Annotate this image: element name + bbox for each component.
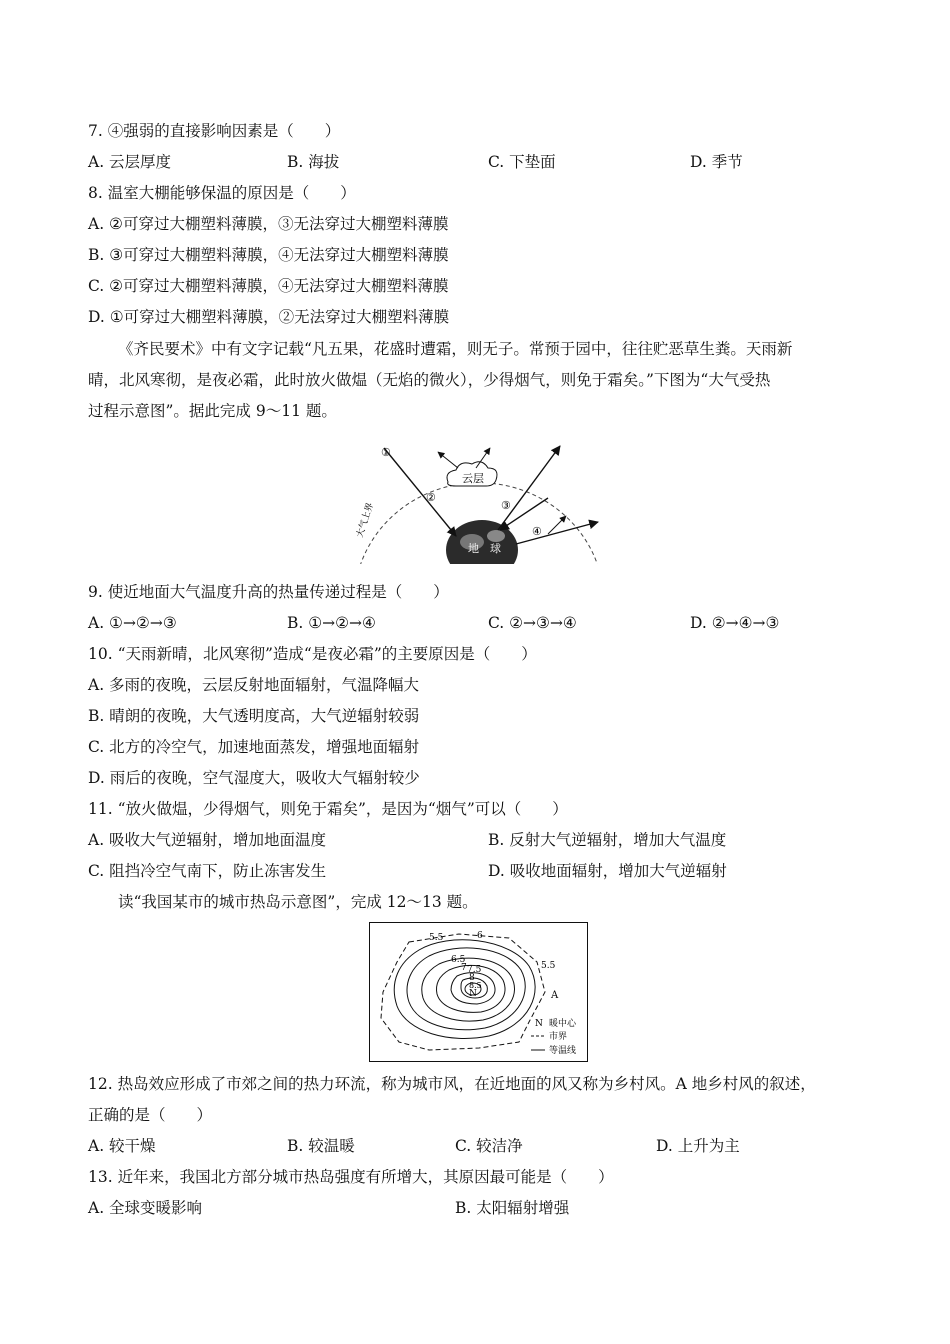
isotherm-label-7-5: 7.5 <box>467 965 482 975</box>
q7-option-c: C. 下垫面 <box>488 153 556 171</box>
passage2-line: 读“我国某市的城市热岛示意图”，完成 12～13 题。 <box>118 893 478 911</box>
passage1-line-2: 晴，北风寒彻，是夜必霜，此时放火做煴（无焰的微火），少得烟气，则免于霜矣。”下图为“大气受热 <box>88 371 771 389</box>
q12-option-a: A. 较干燥 <box>88 1137 156 1155</box>
legend-isotherm: 等温线 <box>549 1046 577 1056</box>
q11-option-a: A. 吸收大气逆辐射，增加地面温度 <box>88 831 327 849</box>
label-atmosphere: 大气上界 <box>355 501 376 539</box>
q9-option-b: B. ①→②→④ <box>287 614 376 632</box>
heat-island-figure <box>369 922 589 1066</box>
label-n2: ② <box>426 491 436 504</box>
q8-option-d: D. ①可穿过大棚塑料薄膜，②无法穿过大棚塑料薄膜 <box>88 308 450 326</box>
point-a-label: A <box>551 990 559 1001</box>
q7-option-d: D. 季节 <box>690 153 743 171</box>
label-n4: ④ <box>532 525 542 538</box>
isotherm-label-8-5: 8.5 <box>469 981 482 990</box>
q7-option-b: B. 海拔 <box>287 153 340 171</box>
q9-stem: 9. 使近地面大气温度升高的热量传递过程是（ ） <box>88 583 449 601</box>
q13-option-a: A. 全球变暖影响 <box>88 1199 203 1217</box>
q8-option-a: A. ②可穿过大棚塑料薄膜，③无法穿过大棚塑料薄膜 <box>88 215 449 233</box>
isotherm-label-8: 8 <box>469 973 475 983</box>
q8-stem: 8. 温室大棚能够保温的原因是（ ） <box>88 184 356 202</box>
label-n1: ① <box>381 446 391 459</box>
q12-stem-line-2: 正确的是（ ） <box>88 1106 213 1124</box>
q9-option-a: A. ①→②→③ <box>88 614 177 632</box>
isotherm-label-7: 7 <box>461 963 467 973</box>
arrow-ground-radiation <box>498 446 560 530</box>
heat-island-svg <box>369 922 589 1062</box>
atmosphere-heating-figure <box>348 438 608 572</box>
q9-option-d: D. ②→④→③ <box>690 614 780 632</box>
q11-option-b: B. 反射大气逆辐射，增加大气温度 <box>488 831 727 849</box>
q12-option-d: D. 上升为主 <box>656 1137 740 1155</box>
q10-option-c: C. 北方的冷空气，加速地面蒸发，增强地面辐射 <box>88 738 420 756</box>
q10-option-d: D. 雨后的夜晚，空气湿度大，吸收大气辐射较少 <box>88 769 420 787</box>
isotherm-label-5-5: 5.5 <box>429 933 444 943</box>
label-earth: 地 球 <box>468 542 501 555</box>
arrow-solar-radiation <box>384 448 456 536</box>
q11-option-d: D. 吸收地面辐射，增加大气逆辐射 <box>488 862 727 880</box>
q7-stem: 7. ④强弱的直接影响因素是（ ） <box>88 122 341 140</box>
q7-option-a: A. 云层厚度 <box>88 153 172 171</box>
legend-city-boundary: 市界 <box>549 1032 568 1042</box>
isotherm-label-5-5-east: 5.5 <box>541 961 556 971</box>
q13-option-b: B. 太阳辐射增强 <box>455 1199 570 1217</box>
atmosphere-heating-svg <box>348 438 608 568</box>
label-cloud: 云层 <box>462 472 484 485</box>
legend-n-symbol: N <box>535 1019 543 1029</box>
q13-stem: 13. 近年来，我国北方部分城市热岛强度有所增大，其原因最可能是（ ） <box>88 1168 614 1186</box>
q10-option-b: B. 晴朗的夜晚，大气透明度高，大气逆辐射较弱 <box>88 707 420 725</box>
q12-option-c: C. 较洁净 <box>455 1137 523 1155</box>
q11-option-c: C. 阻挡冷空气南下，防止冻害发生 <box>88 862 327 880</box>
label-n3: ③ <box>501 499 511 512</box>
legend-warm-center: 暖中心 <box>549 1019 577 1029</box>
q8-option-b: B. ③可穿过大棚塑料薄膜，④无法穿过大棚塑料薄膜 <box>88 246 449 264</box>
q12-option-b: B. 较温暖 <box>287 1137 355 1155</box>
isotherm-label-6-5: 6.5 <box>451 955 466 965</box>
q11-stem: 11. “放火做煴，少得烟气，则免于霜矣”，是因为“烟气”可以（ ） <box>88 800 568 818</box>
q10-stem: 10. “天雨新晴，北风寒彻”造成“是夜必霜”的主要原因是（ ） <box>88 645 537 663</box>
q8-option-c: C. ②可穿过大棚塑料薄膜，④无法穿过大棚塑料薄膜 <box>88 277 449 295</box>
q10-option-a: A. 多雨的夜晚，云层反射地面辐射，气温降幅大 <box>88 676 420 694</box>
warm-center-mark: N <box>469 989 477 999</box>
q12-stem-line-1: 12. 热岛效应形成了市郊之间的热力环流，称为城市风，在近地面的风又称为乡村风。A 地乡村风的叙述， <box>88 1075 816 1093</box>
passage1-line-1: 《齐民要术》中有文字记载“凡五果，花盛时遭霜，则无子。常预于园中，往往贮恶草生粪。天雨新 <box>118 340 793 358</box>
q9-option-c: C. ②→③→④ <box>488 614 577 632</box>
isotherm-label-6: 6 <box>477 931 483 941</box>
passage1-line-3: 过程示意图”。据此完成 9～11 题。 <box>88 402 337 420</box>
